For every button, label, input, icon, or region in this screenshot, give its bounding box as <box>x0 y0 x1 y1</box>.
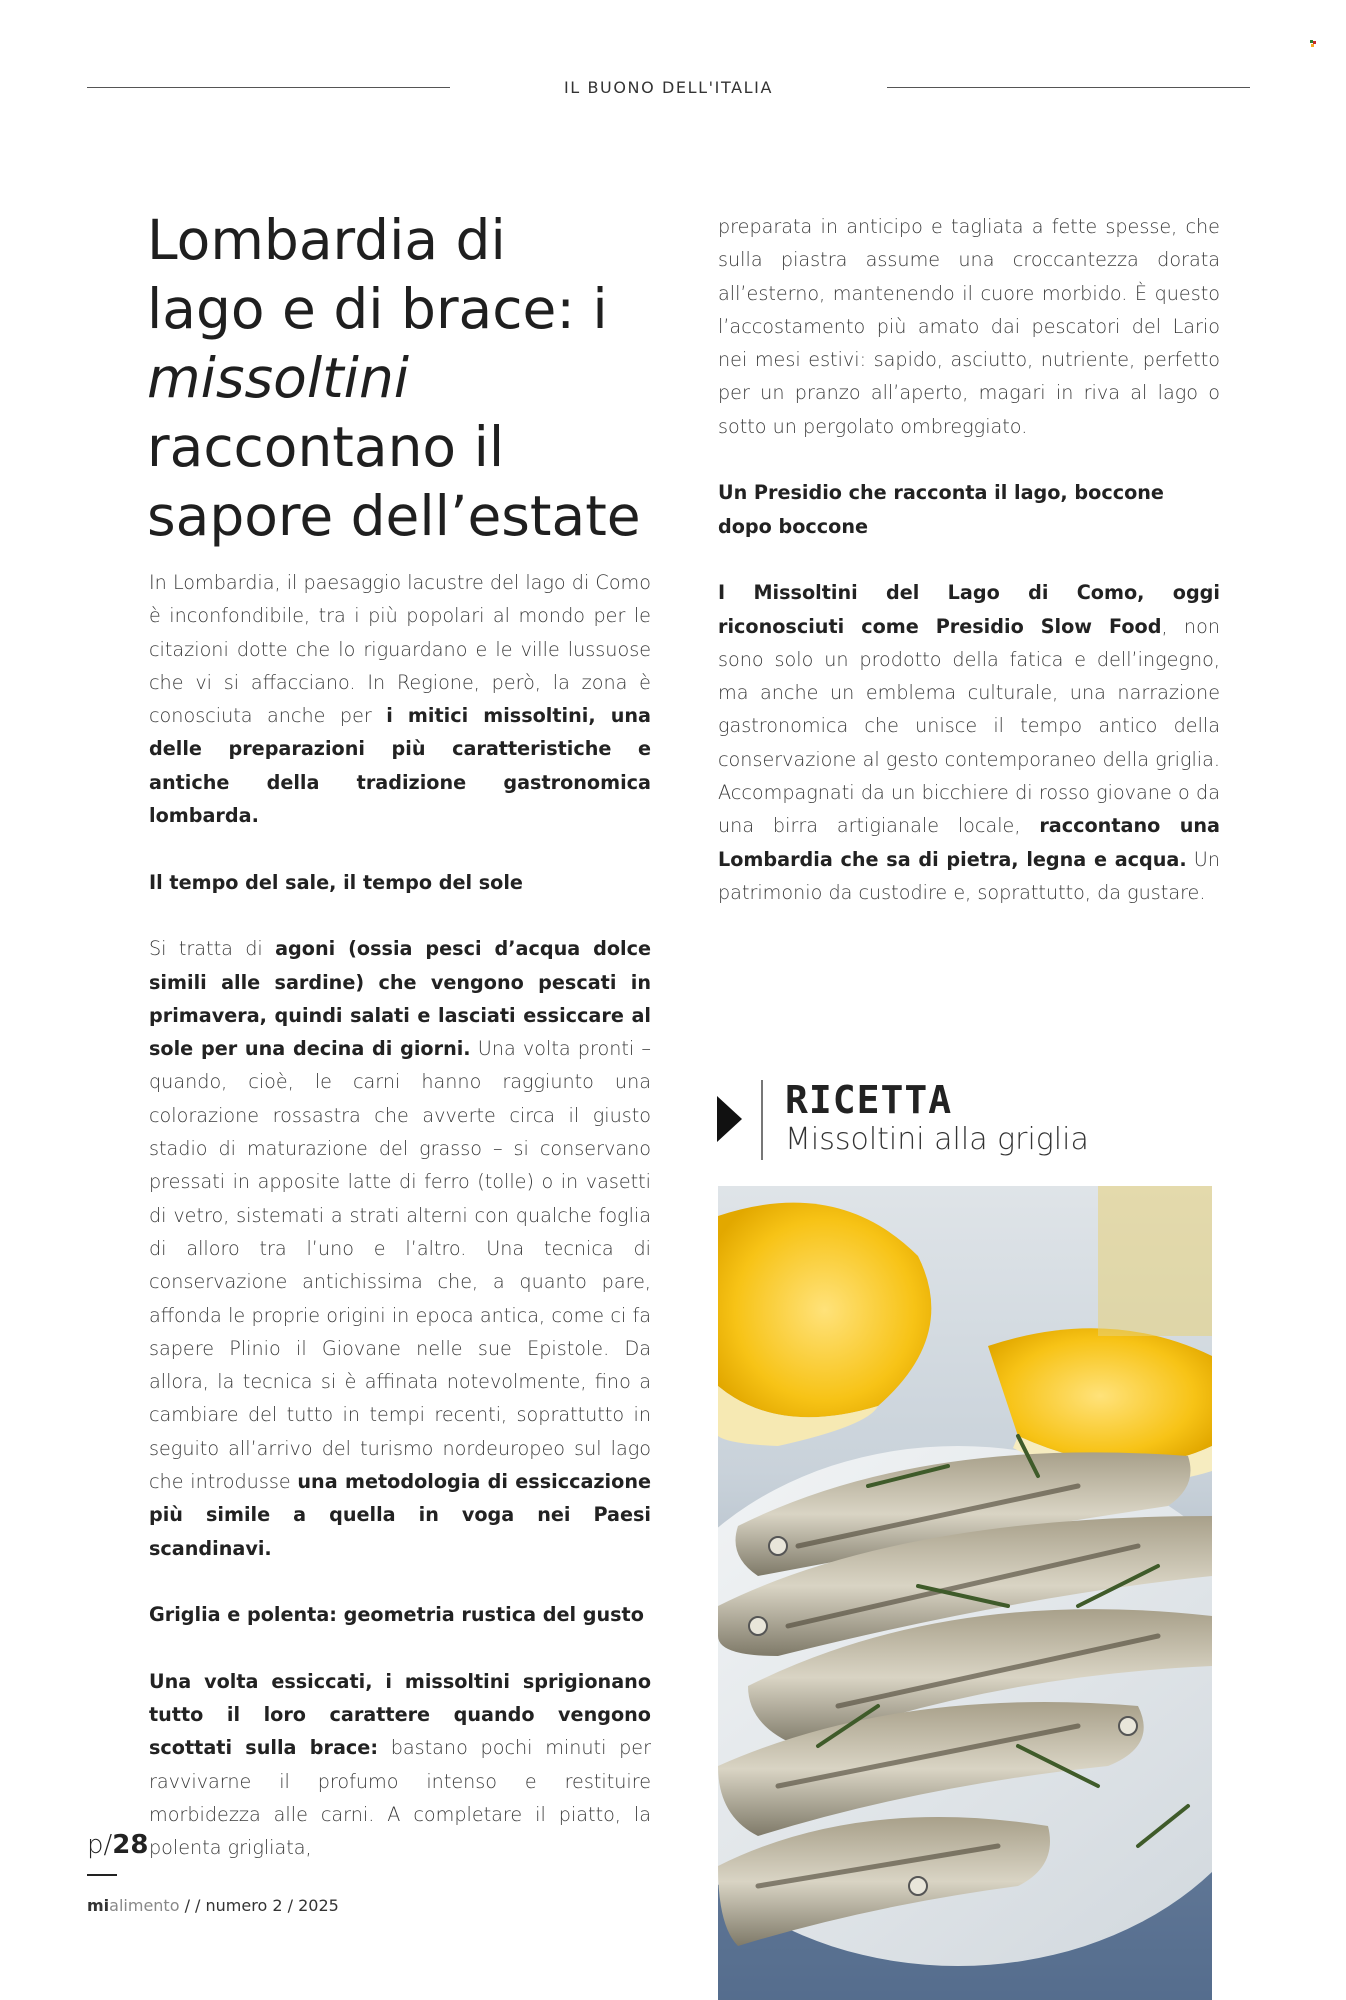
presidio-highlight: I Missoltini del Lago di Como, oggi riconosciuti come Presidio Slow Food <box>718 581 1220 638</box>
corner-mark-icon <box>1310 40 1317 47</box>
subheading-sale-sole: Il tempo del sale, il tempo del sole <box>149 870 523 894</box>
recipe-kicker: RICETTA <box>785 1078 953 1122</box>
left-column <box>149 566 651 1865</box>
title-line-2: lago e di brace: i <box>147 277 608 341</box>
paragraph-agoni <box>149 932 651 1565</box>
section-title: IL BUONO DELL'ITALIA <box>563 78 774 97</box>
agoni-highlight: agoni (ossia pesci d’acqua dolce simili alle sardine) che vengono pescati in primavera, quindi salati e lasciati essiccare al sole per una decina di giorni. <box>149 937 652 1061</box>
paragraph-presidio <box>718 576 1220 909</box>
intro-highlight: i mitici missoltini, una delle preparazioni più caratteristiche e antiche della tradizione gastronomica lombarda. <box>149 704 651 828</box>
right-column <box>718 210 1220 909</box>
footer-rule <box>87 1874 117 1876</box>
header-rule-left <box>87 87 450 88</box>
title-line-3: missoltini <box>147 346 410 410</box>
article-title <box>147 206 667 551</box>
page-prefix: p/ <box>87 1830 113 1860</box>
recipe-photo <box>718 1186 1212 2000</box>
play-arrow-icon <box>717 1096 742 1142</box>
intro-paragraph <box>149 566 651 832</box>
header-rule-right <box>887 87 1250 88</box>
page-number <box>87 1830 148 1860</box>
recipe-name: Missoltini alla griglia <box>785 1122 1089 1157</box>
brand-part-b: alimento <box>109 1896 180 1915</box>
agoni-highlight-2: una metodologia di essiccazione più simile a quella in voga nei Paesi scandinavi. <box>149 1470 651 1560</box>
intro-text: In Lombardia, il paesaggio lacustre del lago di Como è inconfondibile, tra i più popolari al mondo per le citazioni dotte che lo riguardano e le ville lussuose che vi si affacciano. In Regione, però, la zona è conosciuta anche per <box>149 571 651 728</box>
recipe-divider <box>761 1080 763 1160</box>
subheading-presidio: Un Presidio che racconta il lago, boccone dopo boccone <box>718 481 1164 538</box>
brace-highlight: Una volta essiccati, i missoltini sprigionano tutto il loro carattere quando vengono scottati sulla brace: <box>149 1669 651 1760</box>
presidio-text-2: Un patrimonio da custodire e, soprattutto, da gustare. <box>718 847 1220 904</box>
issue-label: / / numero 2 / 2025 <box>179 1896 339 1915</box>
subheading-griglia-polenta: Griglia e polenta: geometria rustica del gusto <box>149 1603 644 1627</box>
paragraph-brace <box>149 1665 651 1865</box>
page-number-value: 28 <box>112 1830 149 1860</box>
brand-part-a: mi <box>87 1896 110 1915</box>
presidio-text: , non sono solo un prodotto della fatica e dell’ingegno, ma anche un emblema culturale, una narrazione gastronomica che unisce il tempo antico della conservazione al gesto contemporaneo della griglia. Accompagnati da un bicchiere di rosso giovane o da una birra artigianale locale, <box>718 614 1220 838</box>
presidio-highlight-2: raccontano una Lombardia che sa di pietra, legna e acqua. <box>718 814 1220 871</box>
footer-issue <box>87 1896 339 1915</box>
paragraph-polenta: preparata in anticipo e tagliata a fette spesse, che sulla piastra assume una croccantezza dorata all’esterno, mantenendo il cuore morbido. È questo l’accostamento più amato dai pescatori del Lario nei mesi estivi: sapido, asciutto, nutriente, perfetto per un pranzo all’aperto, magari in riva al lago o sotto un pergolato ombreggiato. <box>718 215 1220 438</box>
title-line-1: Lombardia di <box>147 208 506 272</box>
agoni-text-c: Una volta pronti – quando, cioè, le carni hanno raggiunto una colorazione rossastra che avverte circa il giusto stadio di maturazione del grasso – si conservano pressati in apposite latte di ferro (tolle) o in vasetti di vetro, sistemati a strati alterni con qualche foglia di alloro tra l’uno e l’altro. Una tecnica di conservazione antichissima che, a quanto pare, affonda le proprie origini in epoca antica, come ci fa sapere Plinio il Giovane nelle sue Epistole. Da allora, la tecnica si è affinata notevolmente, fino a cambiare del tutto in tempi recenti, soprattutto in seguito all’arrivo del turismo nordeuropeo sul lago che introdusse <box>149 1037 651 1494</box>
agoni-text-a: Si tratta di <box>149 937 276 961</box>
title-line-4: raccontano il <box>147 415 505 479</box>
brace-text: bastano pochi minuti per ravvivarne il profumo intenso e restituire morbidezza alle carni. A completare il piatto, la polenta grigliata, <box>149 1736 651 1860</box>
title-line-5: sapore dell’estate <box>147 484 641 548</box>
